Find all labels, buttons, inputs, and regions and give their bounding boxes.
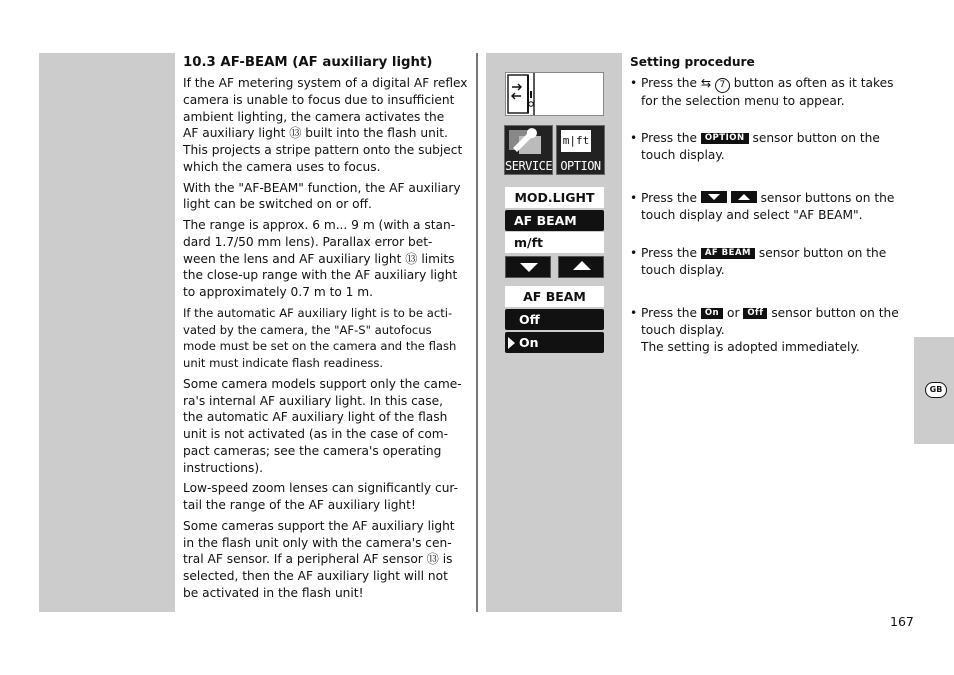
procedure-heading: Setting procedure [630,55,755,69]
down-arrow-badge-icon [701,191,727,203]
af-beam-badge: AF BEAM [701,248,755,259]
mft-icon: m|ft [561,130,591,152]
option-badge: OPTION [701,133,749,144]
button-number: 7 [715,78,730,93]
step-1: • Press the ⇆ 7 button as often as it takes for the selection menu to appear. [630,76,894,108]
menu-item-af-beam[interactable]: AF BEAM [505,210,604,231]
flash-unit-illustration [505,72,604,116]
option-on[interactable]: On [505,332,604,353]
paragraph-4: If the automatic AF auxiliary light is to be acti- vated by the camera, the "AF-S" autofocus mode must be set on the camera and the flash unit must indicate flash readiness. [183,305,457,371]
paragraph-5: Some camera models support only the came- ra's internal AF auxiliary light. In this case, the automatic AF auxiliary light of the flash unit is not activated (as in the case of com- pact cameras; see the camera's operating instructions). [183,376,462,475]
step-5: • Press the On or Off sensor button on the touch display. The setting is adopted immediately. [630,306,899,354]
column-divider [476,53,478,612]
paragraph-3: The range is approx. 6 m... 9 m (with a stan- dard 1.7/50 mm lens). Parallax error bet- ween the lens and AF auxiliary light ⑬ limits the close-up range with the AF auxiliary light to approximately 0.7 m to 1 m. [183,217,458,300]
wrench-icon [505,126,552,160]
service-label: SERVICE [505,159,553,173]
af-beam-title: AF BEAM [505,286,604,307]
menu-item-mod-light[interactable]: MOD.LIGHT [505,187,604,208]
language-badge: GB [925,382,947,398]
step-4: • Press the AF BEAM sensor button on the touch display. [630,246,887,277]
scroll-up-button[interactable] [558,256,604,278]
selection-marker-icon [508,337,515,349]
option-off[interactable]: Off [505,309,604,330]
service-button[interactable] [504,125,553,175]
triangle-down-icon [520,263,538,272]
flash-unit-icon [506,73,603,115]
off-badge: Off [743,308,767,319]
up-arrow-badge-icon [731,191,757,203]
left-margin-bar [39,53,175,612]
scroll-down-button[interactable] [505,256,551,278]
step-2: • Press the OPTION sensor button on the touch display. [630,131,880,162]
paragraph-6: Low-speed zoom lenses can significantly cur- tail the range of the AF auxiliary light! [183,481,459,513]
step-3: • Press the sensor buttons on the touch display and select "AF BEAM". [630,191,895,222]
af-beam-section [183,54,469,605]
option-button[interactable] [556,125,605,175]
language-tab [914,337,954,444]
option-label: OPTION [560,159,601,173]
page-number: 167 [890,614,914,629]
paragraph-2: With the "AF-BEAM" function, the AF auxiliary light can be switched on or off. [183,180,461,212]
touch-display-icons [504,125,605,175]
on-badge: On [701,308,723,319]
menu-item-m-ft[interactable]: m/ft [505,232,604,253]
paragraph-7: Some cameras support the AF auxiliary light in the flash unit only with the camera's cen- tral AF sensor. If a peripheral AF sensor ⑬ is selected, then the AF auxiliary light will not be activated in the flash unit! [183,518,455,600]
swap-arrows-icon: ⇆ [700,76,712,90]
section-heading: 10.3 AF-BEAM (AF auxiliary light) [183,55,433,70]
paragraph-1: If the AF metering system of a digital AF reflex camera is unable to focus due to insufficient ambient lighting, the camera activates the AF auxiliary light ⑬ built into the flash unit. This projects a stripe pattern onto the subject which the camera uses to focus. [183,76,468,174]
triangle-up-icon [573,261,591,270]
setting-procedure [630,54,915,354]
